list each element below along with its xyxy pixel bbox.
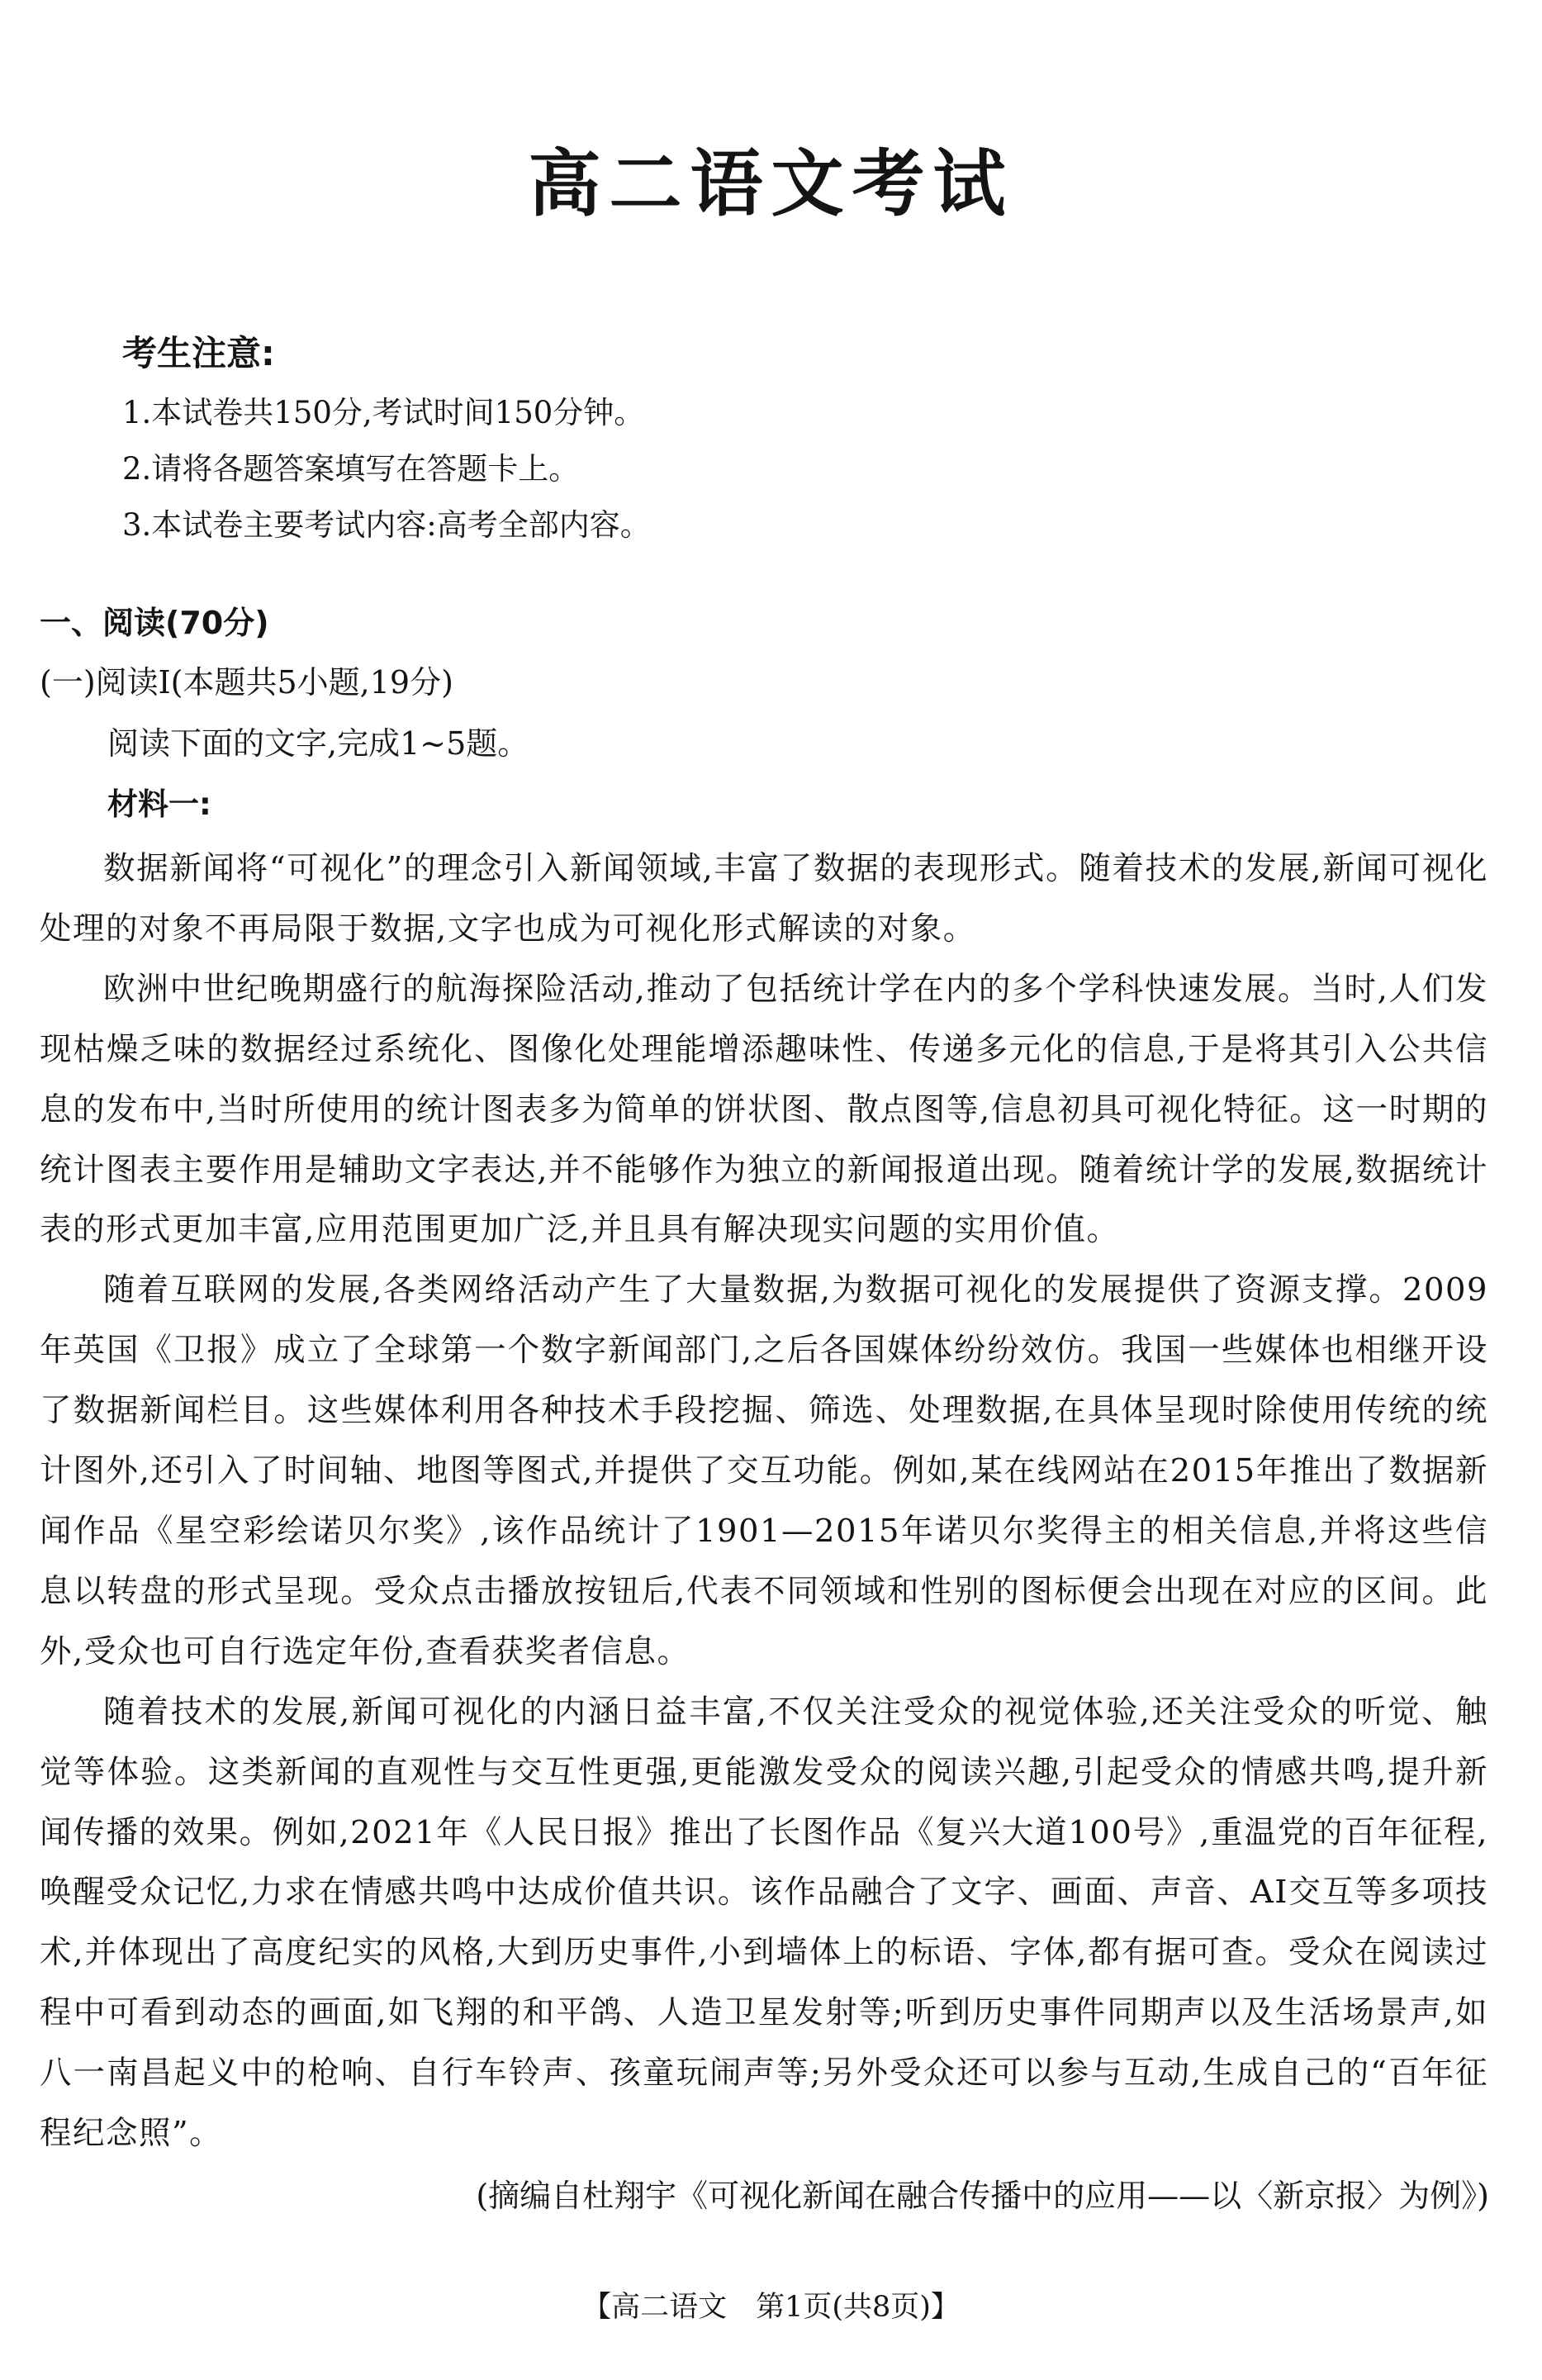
notice-item: 1.本试卷共150分,考试时间150分钟。 (122, 395, 645, 430)
paragraph: 欧洲中世纪晚期盛行的航海探险活动,推动了包括统计学在内的多个学科快速发展。当时,人们发现枯燥乏味的数据经过系统化、图像化处理能增添趣味性、传递多元化的信息,于是将其引入公共信息的发布中,当时所使用的统计图表多为简单的饼状图、散点图等,信息初具可视化特征。这一时期的统计图表主要作用是辅助文字表达,并不能够作为独立的新闻报道出现。随着统计学的发展,数据统计表的形式更加丰富,应用范围更加广泛,并且具有解决现实问题的实用价值。 (40, 970, 1488, 1249)
paragraph: 随着互联网的发展,各类网络活动产生了大量数据,为数据可视化的发展提供了资源支撑。2009年英国《卫报》成立了全球第一个数字新闻部门,之后各国媒体纷纷效仿。我国一些媒体也相继开设了数据新闻栏目。这些媒体利用各种技术手段挖掘、筛选、处理数据,在具体呈现时除使用传统的统计图外,还引入了时间轴、地图等图式,并提供了交互功能。例如,某在线网站在2015年推出了数据新闻作品《星空彩绘诺贝尔奖》,该作品统计了1901—2015年诺贝尔奖得主的相关信息,并将这些信息以转盘的形式呈现。受众点击播放按钮后,代表不同领域和性别的图标便会出现在对应的区间。此外,受众也可自行选定年份,查看获奖者信息。 (40, 1271, 1488, 1670)
subsection-heading: (一)阅读Ⅰ(本题共5小题,19分) (40, 664, 453, 701)
page-footer: 【高二语文 第1页(共8页)】 (582, 2291, 960, 2324)
paragraph: 数据新闻将“可视化”的理念引入新闻领域,丰富了数据的表现形式。随着技术的发展,新闻可视化处理的对象不再局限于数据,文字也成为可视化形式解读的对象。 (40, 850, 1488, 948)
notice-item: 3.本试卷主要考试内容:高考全部内容。 (122, 507, 651, 543)
notice-item: 2.请将各题答案填写在答题卡上。 (122, 451, 580, 487)
section-heading: 一、阅读(70分) (40, 605, 269, 641)
notice-heading: 考生注意: (122, 333, 275, 373)
reading-instruction: 阅读下面的文字,完成1~5题。 (107, 725, 529, 762)
page-title: 高二语文考试 (528, 141, 1014, 226)
notice-list (122, 385, 1485, 553)
material-body (40, 839, 1488, 2164)
source-citation: (摘编自杜翔宇《可视化新闻在融合传播中的应用——以〈新京报〉为例》) (476, 2178, 1489, 2214)
material-label: 材料一: (107, 786, 211, 822)
paragraph: 随着技术的发展,新闻可视化的内涵日益丰富,不仅关注受众的视觉体验,还关注受众的听觉、触觉等体验。这类新闻的直观性与交互性更强,更能激发受众的阅读兴趣,引起受众的情感共鸣,提升新闻传播的效果。例如,2021年《人民日报》推出了长图作品《复兴大道100号》,重温党的百年征程,唤醒受众记忆,力求在情感共鸣中达成价值共识。该作品融合了文字、画面、声音、AI交互等多项技术,并体现出了高度纪实的风格,大到历史事件,小到墙体上的标语、字体,都有据可查。受众在阅读过程中可看到动态的画面,如飞翔的和平鸽、人造卫星发射等;听到历史事件同期声以及生活场景声,如八一南昌起义中的枪响、自行车铃声、孩童玩闹声等;另外受众还可以参与互动,生成自己的“百年征程纪念照”。 (40, 1693, 1488, 2153)
